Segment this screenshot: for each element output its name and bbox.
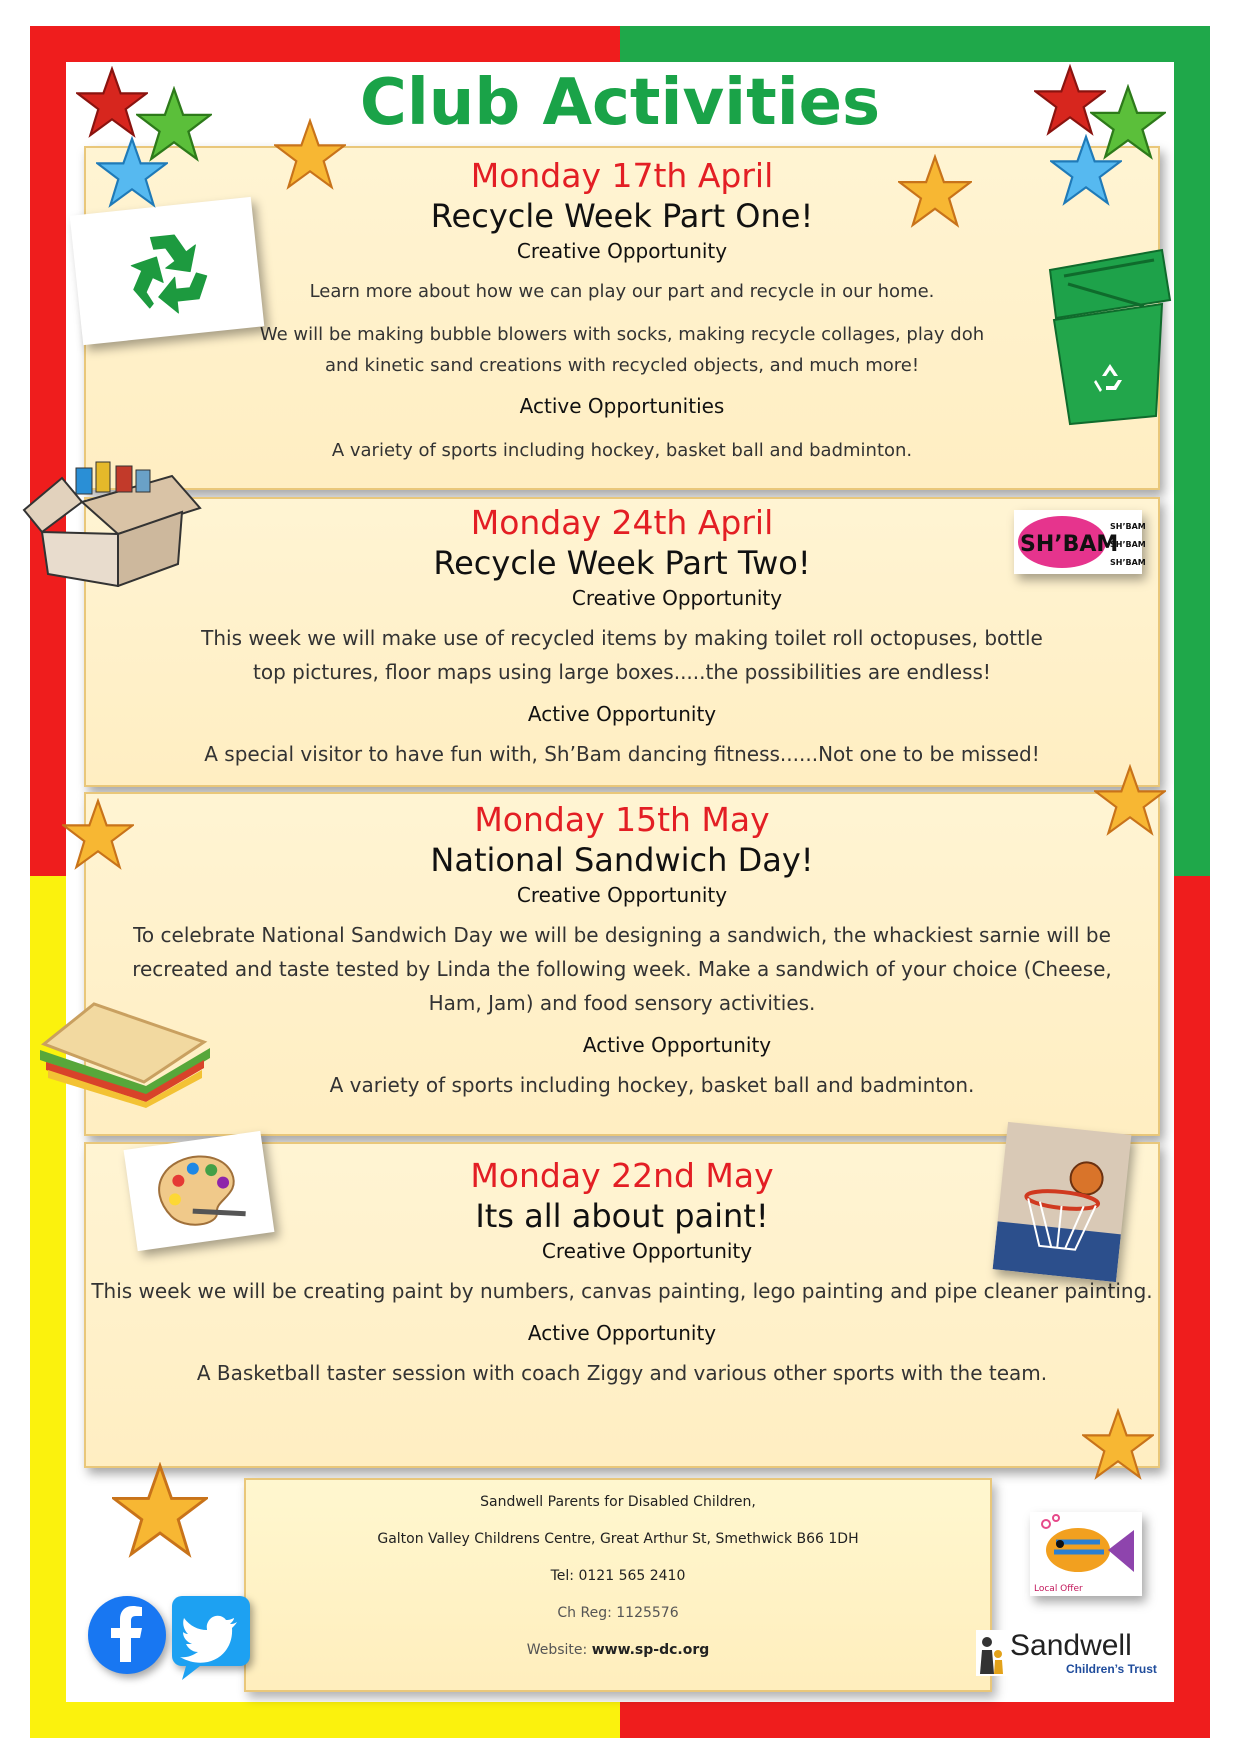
session-heading: Recycle Week Part Two! bbox=[433, 544, 811, 582]
org-name: Sandwell Parents for Disabled Children, bbox=[480, 1494, 756, 1510]
local-offer-logo bbox=[1030, 1512, 1142, 1596]
contact-box bbox=[244, 1478, 992, 1692]
palette-icon bbox=[124, 1131, 275, 1251]
tel-label: Tel: bbox=[550, 1568, 575, 1584]
shbam-logo-small: SH’BAM SH’BAM SH’BAM bbox=[1110, 522, 1146, 567]
creative-label: Creative Opportunity bbox=[516, 883, 728, 907]
fish-icon bbox=[1030, 1512, 1142, 1582]
website-link[interactable]: www.sp-dc.org bbox=[591, 1642, 710, 1658]
charity-number: Ch Reg: 1125576 bbox=[557, 1605, 679, 1621]
star-icon bbox=[898, 154, 972, 228]
active-label: Active Opportunity bbox=[527, 702, 717, 726]
palette-picture bbox=[124, 1131, 275, 1251]
page-title: Club Activities bbox=[359, 66, 881, 140]
session-heading: National Sandwich Day! bbox=[430, 841, 814, 879]
recycle-icon bbox=[70, 197, 265, 345]
star-icon bbox=[112, 1462, 208, 1558]
org-address: Galton Valley Childrens Centre, Great Arthur St, Smethwick B66 1DH bbox=[377, 1531, 859, 1547]
sandwell-name: Sandwell bbox=[1010, 1629, 1132, 1662]
session-card-3 bbox=[84, 792, 1160, 1136]
website-label: Website: bbox=[526, 1642, 588, 1658]
active-text: A variety of sports including hockey, basket ball and badminton. bbox=[329, 1073, 975, 1097]
org-website bbox=[246, 1632, 990, 1669]
session-heading: Recycle Week Part One! bbox=[430, 197, 814, 235]
session-date: Monday 22nd May bbox=[470, 1156, 774, 1195]
creative-text: This week we will be creating paint by numbers, canvas painting, lego painting and pipe cleaner painting. bbox=[91, 1279, 1153, 1303]
tel-number[interactable]: 0121 565 2410 bbox=[578, 1568, 686, 1584]
sandwich-picture bbox=[34, 998, 214, 1108]
star-icon bbox=[62, 798, 134, 870]
session-date: Monday 24th April bbox=[470, 503, 774, 542]
basketball-hoop-icon bbox=[993, 1122, 1132, 1282]
creative-label: Creative Opportunity bbox=[516, 239, 728, 263]
active-label: Active Opportunity bbox=[527, 1321, 717, 1345]
star-icon bbox=[1050, 134, 1122, 206]
facebook-icon[interactable] bbox=[88, 1596, 166, 1674]
box-icon bbox=[22, 452, 202, 587]
creative-text: Learn more about how we can play our part and recycle in our home. bbox=[309, 281, 935, 302]
star-icon bbox=[1094, 764, 1166, 836]
session-heading: Its all about paint! bbox=[475, 1197, 769, 1235]
session-card-2 bbox=[84, 497, 1160, 787]
star-icon bbox=[274, 118, 346, 190]
sandwell-logo bbox=[976, 1630, 1166, 1676]
shbam-logo-text: SH’BAM bbox=[1020, 532, 1119, 557]
sandwell-subtitle: Children’s Trust bbox=[1066, 1662, 1157, 1676]
creative-text: To celebrate National Sandwich Day we will be designing a sandwich, the whackiest sarnie will be recreated and taste tested by Linda the following week. Make a sandwich of your choice (Cheese, Ham, Jam) and food sensory activities. bbox=[132, 923, 1112, 1015]
active-label: Active Opportunities bbox=[519, 394, 725, 418]
star-icon bbox=[96, 136, 168, 208]
active-text: A Basketball taster session with coach Ziggy and various other sports with the team. bbox=[196, 1361, 1048, 1385]
box-picture bbox=[22, 452, 202, 587]
twitter-icon[interactable] bbox=[172, 1596, 250, 1666]
family-icon bbox=[976, 1630, 1006, 1676]
session-date: Monday 17th April bbox=[470, 156, 774, 195]
org-telephone bbox=[246, 1558, 990, 1595]
creative-text: We will be making bubble blowers with socks, making recycle collages, play doh and kinetic sand creations with recycled objects, and much more! bbox=[259, 324, 985, 376]
star-icon bbox=[1082, 1408, 1154, 1480]
recycle-picture bbox=[70, 197, 265, 345]
sandwich-icon bbox=[34, 998, 214, 1108]
active-text: A variety of sports including hockey, basket ball and badminton. bbox=[331, 440, 913, 461]
creative-text: This week we will make use of recycled items by making toilet roll octopuses, bottle top pictures, floor maps using large boxes.....the possibilities are endless! bbox=[201, 626, 1043, 684]
recycle-bin-picture bbox=[1044, 240, 1174, 430]
creative-label: Creative Opportunity bbox=[571, 586, 783, 610]
active-text: A special visitor to have fun with, Sh’Bam dancing fitness......Not one to be missed! bbox=[204, 742, 1040, 766]
basketball-picture bbox=[993, 1122, 1132, 1282]
recycle-bin-icon bbox=[1044, 240, 1174, 430]
session-date: Monday 15th May bbox=[474, 800, 770, 839]
shbam-logo bbox=[1014, 510, 1146, 574]
local-offer-text: Local Offer bbox=[1034, 1584, 1083, 1594]
creative-label: Creative Opportunity bbox=[541, 1239, 753, 1263]
active-label: Active Opportunity bbox=[582, 1033, 772, 1057]
